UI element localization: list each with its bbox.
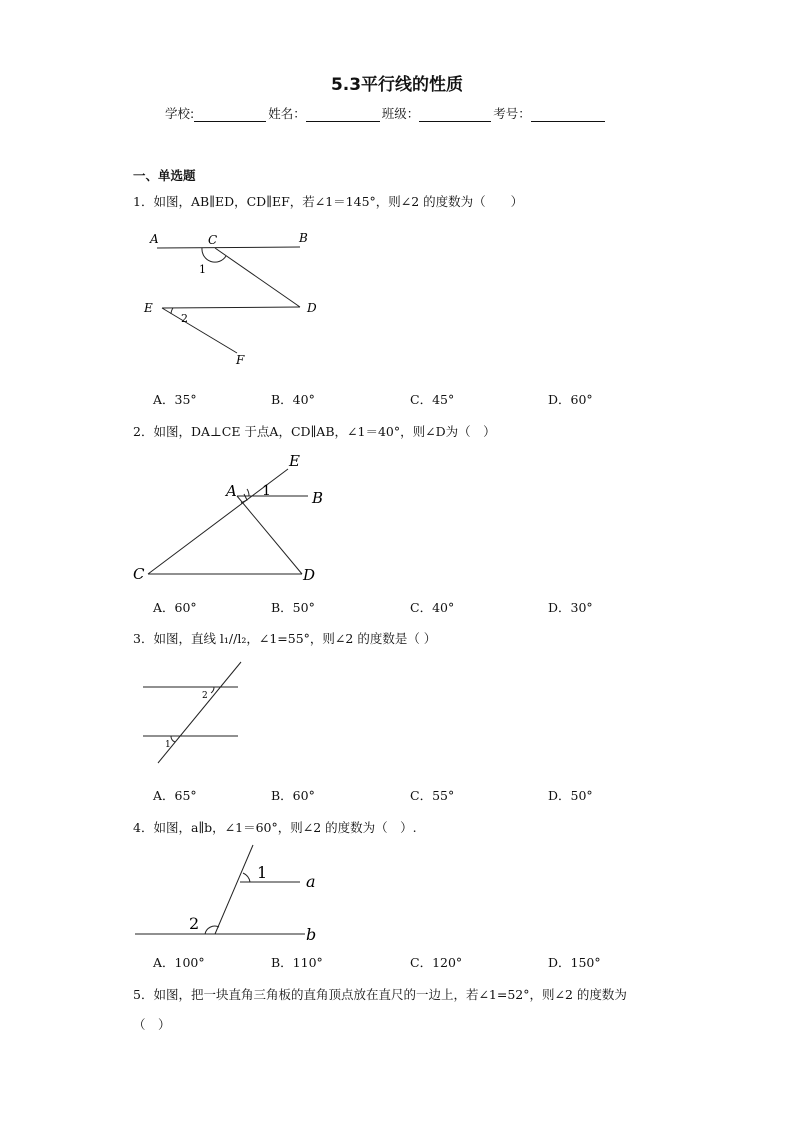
q4-option-d[interactable]: D．150° <box>548 955 601 970</box>
q1-option-c[interactable]: C．45° <box>410 392 455 407</box>
q4-label-a: a <box>306 872 316 891</box>
q4-option-c[interactable]: C．120° <box>410 955 463 970</box>
name-blank[interactable] <box>306 107 380 122</box>
q4-angle-1: 1 <box>257 863 268 882</box>
q4-option-a[interactable]: A．100° <box>153 955 205 970</box>
exam-no-blank[interactable] <box>531 107 605 122</box>
q3-option-b[interactable]: B．60° <box>271 788 315 803</box>
question-4-figure <box>130 840 330 950</box>
question-2-stem: 2．如图，DA⊥CE 于点A，CD∥AB，∠1＝40°，则∠D为（ ） <box>133 424 496 439</box>
q2-option-d[interactable]: D．30° <box>548 600 593 615</box>
q2-option-a[interactable]: A．60° <box>153 600 197 615</box>
q3-angle-1: 1 <box>165 740 171 750</box>
page-title: 5.3平行线的性质 <box>330 75 464 95</box>
q1-angle-1: 1 <box>199 263 206 276</box>
q2-option-b[interactable]: B．50° <box>271 600 315 615</box>
question-1-stem: 1．如图，AB∥ED，CD∥EF，若∠1＝145°，则∠2 的度数为（ ） <box>133 194 524 209</box>
q1-label-c: C <box>208 233 218 247</box>
q4-angle-2: 2 <box>189 914 200 933</box>
class-label: 班级： <box>381 106 420 121</box>
q1-angle-2: 2 <box>181 312 188 325</box>
q3-angle-2: 2 <box>202 691 208 701</box>
student-info-line <box>165 104 607 122</box>
question-3-figure <box>138 655 248 770</box>
q4-option-b[interactable]: B．110° <box>271 955 323 970</box>
q1-label-e: E <box>144 301 153 315</box>
name-label: 姓名： <box>268 106 306 121</box>
q2-label-a: A <box>226 482 237 500</box>
q1-label-b: B <box>299 231 308 245</box>
q1-label-f: F <box>236 353 245 367</box>
q3-option-a[interactable]: A．65° <box>153 788 197 803</box>
school-blank[interactable] <box>194 107 266 122</box>
q2-label-c: C <box>133 565 145 583</box>
q1-label-d: D <box>307 301 317 315</box>
q3-option-c[interactable]: C．55° <box>410 788 455 803</box>
question-3-stem: 3．如图，直线 l₁//l₂，∠1=55°，则∠2 的度数是（ ） <box>133 631 437 646</box>
section-title: 一、单选题 <box>133 168 196 183</box>
q1-option-b[interactable]: B．40° <box>271 392 315 407</box>
class-blank[interactable] <box>419 107 491 122</box>
question-2-figure <box>128 448 338 588</box>
q1-label-a: A <box>150 232 159 246</box>
question-5-stem-continued: （ ） <box>133 1017 171 1032</box>
q1-option-a[interactable]: A．35° <box>153 392 197 407</box>
q4-label-b: b <box>306 925 317 944</box>
q2-label-e: E <box>289 452 300 470</box>
question-1-figure <box>140 225 330 375</box>
q2-angle-1: 1 <box>262 483 271 499</box>
q2-label-d: D <box>303 566 316 584</box>
q2-label-b: B <box>312 489 324 507</box>
question-4-stem: 4．如图，a∥b，∠1＝60°，则∠2 的度数为（ ）. <box>133 820 417 835</box>
question-5-stem: 5．如图，把一块直角三角板的直角顶点放在直尺的一边上，若∠1=52°，则∠2 的度数为 <box>133 987 627 1002</box>
q2-option-c[interactable]: C．40° <box>410 600 455 615</box>
school-label: 学校: <box>165 106 195 121</box>
q3-option-d[interactable]: D．50° <box>548 788 593 803</box>
q1-option-d[interactable]: D．60° <box>548 392 593 407</box>
exam-no-label: 考号： <box>493 106 531 121</box>
